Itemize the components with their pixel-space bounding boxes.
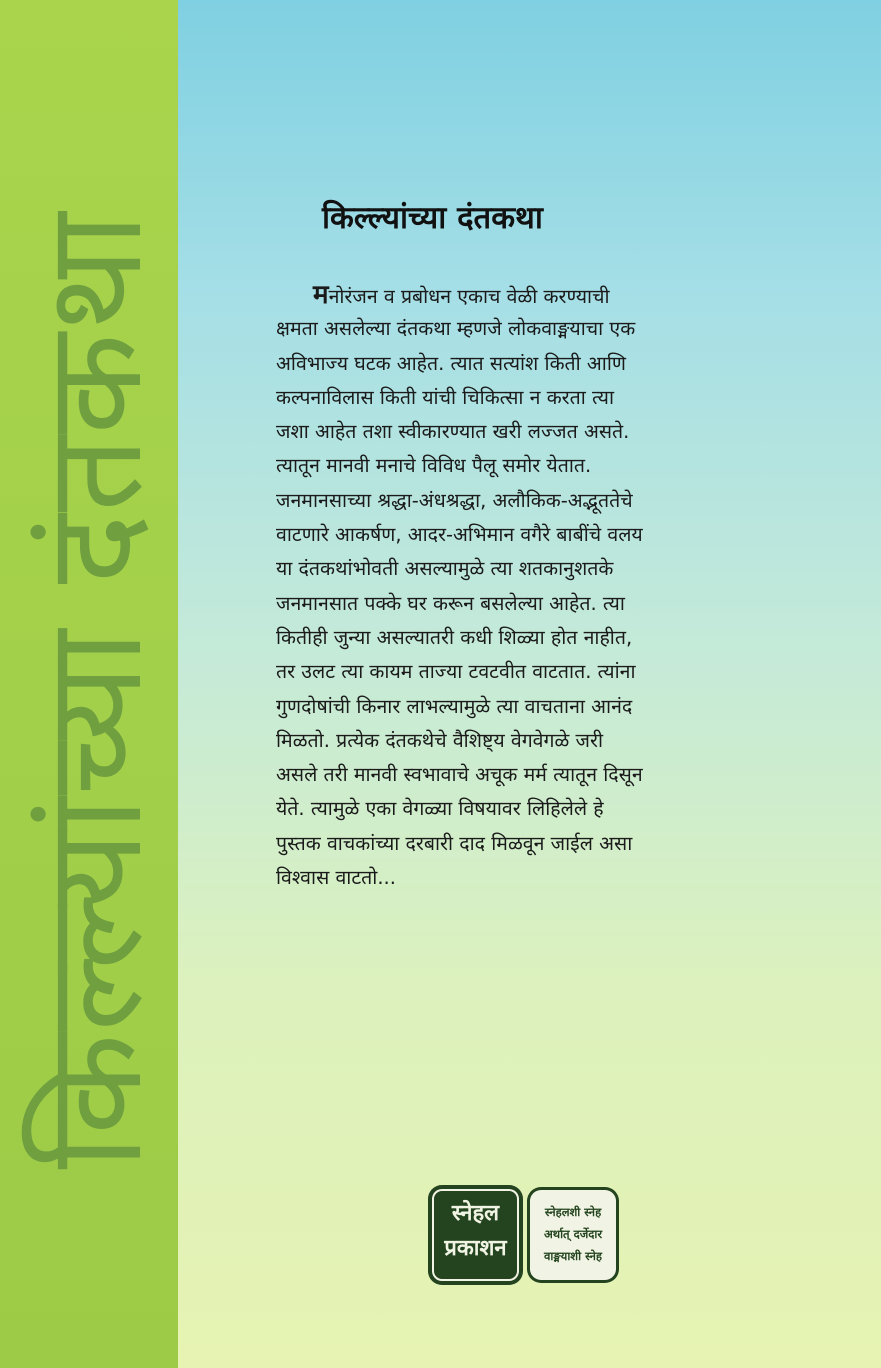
- tagline-line: अर्थात् दर्जेदार: [543, 1227, 603, 1241]
- blurb-line: मिळतो. प्रत्येक दंतकथेचे वैशिष्ट्य वेगवेगळे जरी: [276, 728, 604, 752]
- publisher-tagline: [531, 1201, 615, 1267]
- blurb-line: तर उलट त्या कायम ताज्या टवटवीत वाटतात. त्यांना: [276, 660, 636, 684]
- blurb-line: गुणदोषांची किनार लाभल्यामुळे त्या वाचताना आनंद: [276, 694, 633, 718]
- blurb-line: असले तरी मानवी स्वभावाचे अचूक मर्म त्यातून दिसून: [276, 763, 643, 787]
- blurb-line: येते. त्यामुळे एका वेगळ्या विषयावर लिहिलेले हे: [276, 797, 604, 821]
- blurb-line: जनमानसात पक्के घर करून बसलेल्या आहेत. त्या: [276, 591, 625, 615]
- tagline-line: स्नेहलशी स्नेह: [544, 1205, 602, 1219]
- blurb-line-text: नोरंजन व प्रबोधन एकाच वेळी करण्याची: [328, 285, 610, 308]
- blurb-line: जनमानसाच्या श्रद्धा-अंधश्रद्धा, अलौकिक-अद्भूततेचे: [276, 488, 633, 512]
- blurb-line: कितीही जुन्या असल्यातरी कधी शिळ्या होत नाहीत,: [276, 625, 633, 649]
- publisher-name-line-1: स्नेहल: [451, 1201, 500, 1226]
- blurb-line: पुस्तक वाचकांच्या दरबारी दाद मिळवून जाईल असा: [276, 831, 633, 855]
- blurb-line: जशा आहेत तशा स्वीकारण्यात खरी लज्जत असते.: [276, 420, 630, 444]
- spine-color-strip: [0, 0, 178, 1368]
- book-title-heading: किल्ल्यांच्या दंतकथा: [322, 200, 543, 236]
- publisher-logo: [428, 1185, 619, 1285]
- blurb-line: विश्वास वाटतो...: [276, 866, 396, 890]
- spine-title: किल्ल्यांच्या दंतकथा: [18, 210, 172, 1170]
- blurb-line: अविभाज्य घटक आहेत. त्यात सत्यांश किती आणि: [276, 351, 626, 375]
- blurb-line: कल्पनाविलास किती यांची चिकित्सा न करता त्या: [276, 385, 615, 409]
- blurb-line: [276, 278, 746, 312]
- blurb-line: वाटणारे आकर्षण, आदर-अभिमान वगैरे बाबींचे वलय: [276, 523, 643, 547]
- publisher-name-block: [428, 1185, 523, 1285]
- publisher-name-line-2: प्रकाशन: [444, 1236, 507, 1261]
- tagline-line: वाङ्मयाशी स्नेह: [544, 1249, 602, 1263]
- blurb-line: त्यातून मानवी मनाचे विविध पैलू समोर येतात.: [276, 454, 592, 478]
- drop-cap-letter: म: [313, 280, 329, 310]
- blurb-line: या दंतकथांभोवती असल्यामुळे त्या शतकानुशतके: [276, 557, 614, 581]
- blurb-text: [276, 278, 746, 895]
- blurb-line: क्षमता असलेल्या दंतकथा म्हणजे लोकवाङ्मयाचा एक: [276, 317, 636, 341]
- publisher-tagline-block: [527, 1187, 619, 1283]
